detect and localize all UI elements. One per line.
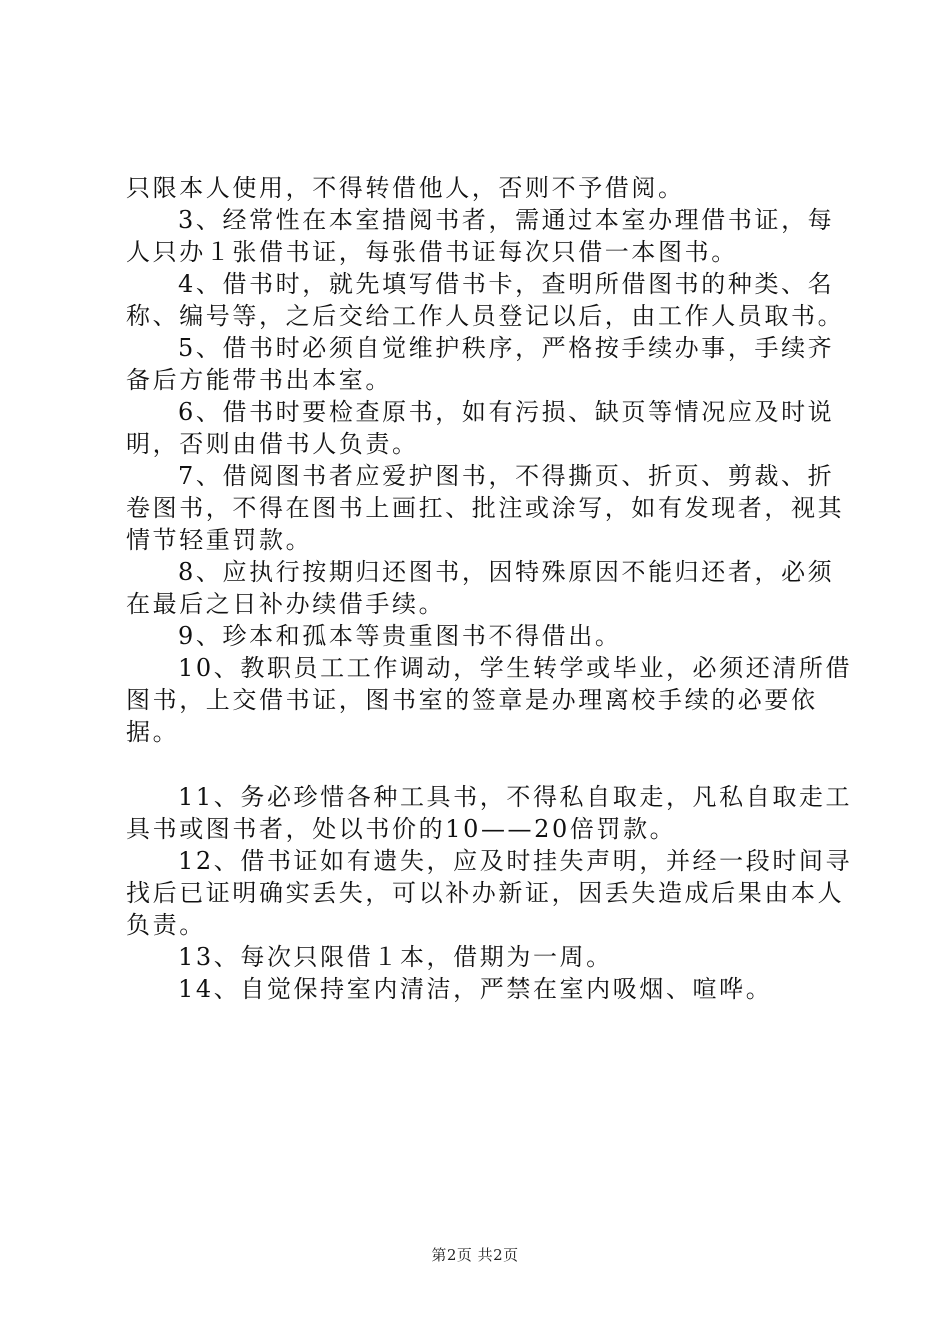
paragraph-rule-3: 3、经常性在本室措阅书者，需通过本室办理借书证，每人只办１张借书证，每张借书证每次只借一本图书。 <box>126 206 835 266</box>
paragraph-rule-10: 10、教职员工工作调动，学生转学或毕业，必须还清所借图书，上交借书证，图书室的签章是办理离校手续的必要依据。 <box>126 654 853 746</box>
paragraph-rule-6: 6、借书时要检查原书，如有污损、缺页等情况应及时说明，否则由借书人负责。 <box>126 398 835 458</box>
paragraph-rule-11: 11、务必珍惜各种工具书，不得私自取走，凡私自取走工具书或图书者，处以书价的10——20倍罚款。 <box>126 783 853 843</box>
paragraph-rule-7: 7、借阅图书者应爱护图书，不得撕页、折页、剪裁、折卷图书，不得在图书上画扛、批注或涂写，如有发现者，视其情节轻重罚款。 <box>126 462 845 554</box>
document-body <box>126 172 856 1005</box>
paragraph-rule-12: 12、借书证如有遗失，应及时挂失声明，并经一段时间寻找后已证明确实丢失，可以补办新证，因丢失造成后果由本人负责。 <box>126 847 853 939</box>
paragraph-rule-8: 8、应执行按期归还图书，因特殊原因不能归还者，必须在最后之日补办续借手续。 <box>126 558 835 618</box>
paragraph-rule-9: 9、珍本和孤本等贵重图书不得借出。 <box>178 622 622 650</box>
paragraph-continuation: 只限本人使用，不得转借他人，否则不予借阅。 <box>126 174 685 202</box>
paragraph-rule-14: 14、自觉保持室内清洁，严禁在室内吸烟、喧哗。 <box>178 975 773 1003</box>
paragraph-rule-4: 4、借书时，就先填写借书卡，查明所借图书的种类、名称、编号等，之后交给工作人员登记以后，由工作人员取书。 <box>126 270 845 330</box>
paragraph-rule-13: 13、每次只限借１本，借期为一周。 <box>178 943 613 971</box>
page-number-footer: 第2页 共2页 <box>431 1246 519 1264</box>
paragraph-rule-5: 5、借书时必须自觉维护秩序，严格按手续办事，手续齐备后方能带书出本室。 <box>126 334 835 394</box>
